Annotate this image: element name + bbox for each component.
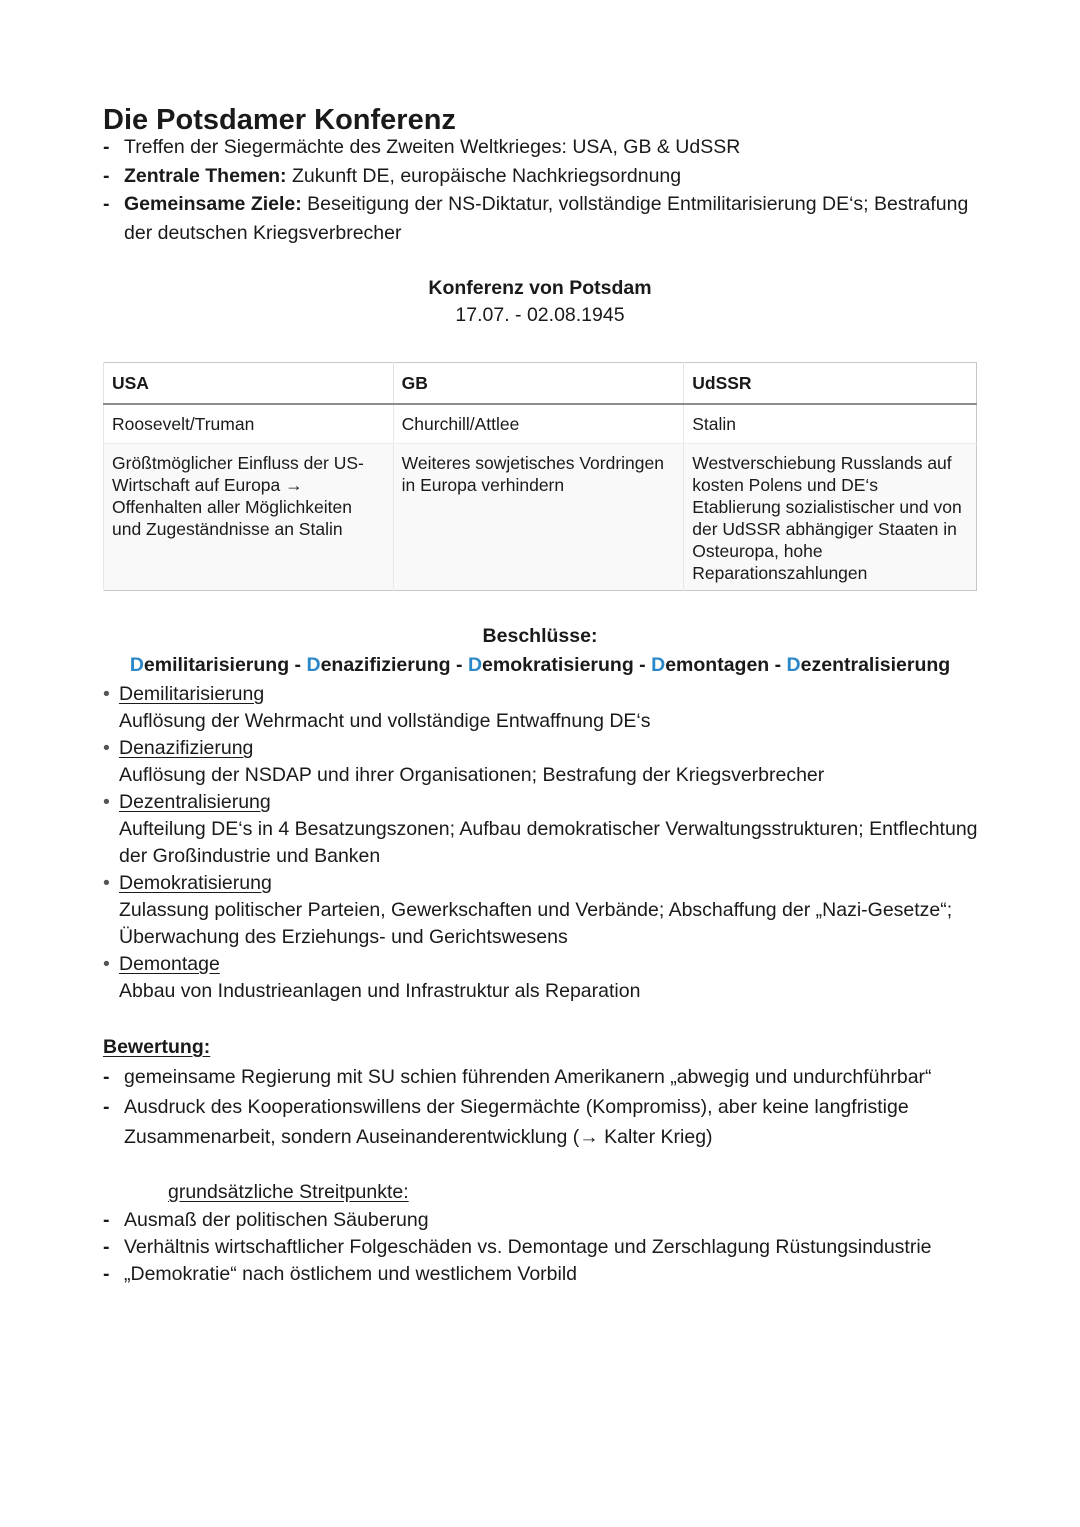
table-cell: Roosevelt/Truman <box>104 404 394 444</box>
list-item <box>103 789 983 870</box>
list-item: - Ausdruck des Kooperationswillens der Siegermächte (Kompromiss), aber keine langfristige Zusammenarbeit, sondern Auseinanderentwicklung (→ Kalter Krieg) <box>103 1092 983 1152</box>
five-d-separator: - <box>769 654 787 676</box>
table-cell: Churchill/Attlee <box>393 404 684 444</box>
list-item <box>103 870 983 951</box>
resolutions-title: Beschlüsse: <box>482 625 598 647</box>
table-cell: Stalin <box>684 404 977 444</box>
conference-date: 17.07. - 02.08.1945 <box>455 304 625 326</box>
list-item: - Verhältnis wirtschaftlicher Folgeschäden vs. Demontage und Zerschlagung Rüstungsindustrie <box>103 1234 983 1261</box>
resolution-desc: Zulassung politischer Parteien, Gewerkschaften und Verbände; Abschaffung der „Nazi-Gesetze“; Überwachung des Erziehungs- und Gerichtswesens <box>119 899 953 948</box>
resolution-term: Denazifizierung <box>119 737 254 759</box>
table-header-row <box>104 363 977 405</box>
allies-table <box>103 362 977 591</box>
list-item: - gemeinsame Regierung mit SU schien führenden Amerikanern „abwegig und undurchführbar“ <box>103 1063 983 1092</box>
resolutions-list <box>103 681 983 1005</box>
five-d-word: Demokratisierung <box>467 654 634 676</box>
table-cell: Weiteres sowjetisches Vordringen in Europa verhindern <box>393 444 684 591</box>
page-title: Die Potsdamer Konferenz <box>103 104 456 136</box>
resolution-desc: Abbau von Industrieanlagen und Infrastruktur als Reparation <box>119 980 641 1002</box>
table-header-gb: GB <box>393 363 684 405</box>
resolution-term: Demontage <box>119 953 220 975</box>
resolution-desc: Auflösung der Wehrmacht und vollständige Entwaffnung DE‘s <box>119 710 651 732</box>
resolution-desc: Auflösung der NSDAP und ihrer Organisationen; Bestrafung der Kriegsverbrecher <box>119 764 825 786</box>
list-item <box>103 951 983 1005</box>
five-d-list <box>0 654 1080 677</box>
list-item <box>103 681 983 735</box>
intro-list <box>103 133 983 247</box>
five-d-word: Dezentralisierung <box>786 654 951 676</box>
evaluation-list <box>103 1063 983 1152</box>
table-header-usa: USA <box>104 363 394 405</box>
five-d-word: Demontagen <box>651 654 770 676</box>
table-header-udssr: UdSSR <box>684 363 977 405</box>
five-d-word: Demilitarisierung <box>129 654 290 676</box>
intro-item: - Gemeinsame Ziele: Beseitigung der NS-Diktatur, vollständige Entmilitarisierung DE‘s; Bestrafung der deutschen Kriegsverbrecher <box>103 190 983 247</box>
list-item: - „Demokratie“ nach östlichem und westlichem Vorbild <box>103 1261 983 1288</box>
intro-item: - Treffen der Siegermächte des Zweiten Weltkrieges: USA, GB & UdSSR <box>103 133 983 162</box>
evaluation-title: Bewertung: <box>103 1036 211 1058</box>
list-item: - Ausmaß der politischen Säuberung <box>103 1207 983 1234</box>
resolution-term: Demilitarisierung <box>119 683 265 705</box>
table-cell: Größtmöglicher Einfluss der US-Wirtschaft auf Europa → Offenhalten aller Möglichkeiten und Zugeständnisse an Stalin <box>104 444 394 591</box>
disputes-list <box>103 1207 983 1288</box>
table-cell: Westverschiebung Russlands auf kosten Polens und DE‘s Etablierung sozialistischer und von der UdSSR abhängiger Staaten in Osteuropa, hohe Reparationszahlungen <box>684 444 977 591</box>
resolution-term: Dezentralisierung <box>119 791 271 813</box>
five-d-separator: - <box>289 654 307 676</box>
table-row-leaders <box>104 404 977 444</box>
disputes-title: grundsätzliche Streitpunkte: <box>168 1181 409 1203</box>
five-d-separator: - <box>633 654 652 676</box>
five-d-separator: - <box>450 654 468 676</box>
table-row-goals <box>104 444 977 591</box>
conference-title: Konferenz von Potsdam <box>428 277 652 299</box>
intro-label: Gemeinsame Ziele: <box>124 193 302 215</box>
intro-item: - Zentrale Themen: Zukunft DE, europäische Nachkriegsordnung <box>103 162 983 191</box>
intro-label: Zentrale Themen: <box>124 164 287 187</box>
resolution-desc: Aufteilung DE‘s in 4 Besatzungszonen; Aufbau demokratischer Verwaltungsstrukturen; Entflechtung der Großindustrie und Banken <box>119 818 978 867</box>
resolution-term: Demokratisierung <box>119 872 272 894</box>
list-item <box>103 735 983 789</box>
five-d-word: Denazifizierung <box>306 654 451 676</box>
